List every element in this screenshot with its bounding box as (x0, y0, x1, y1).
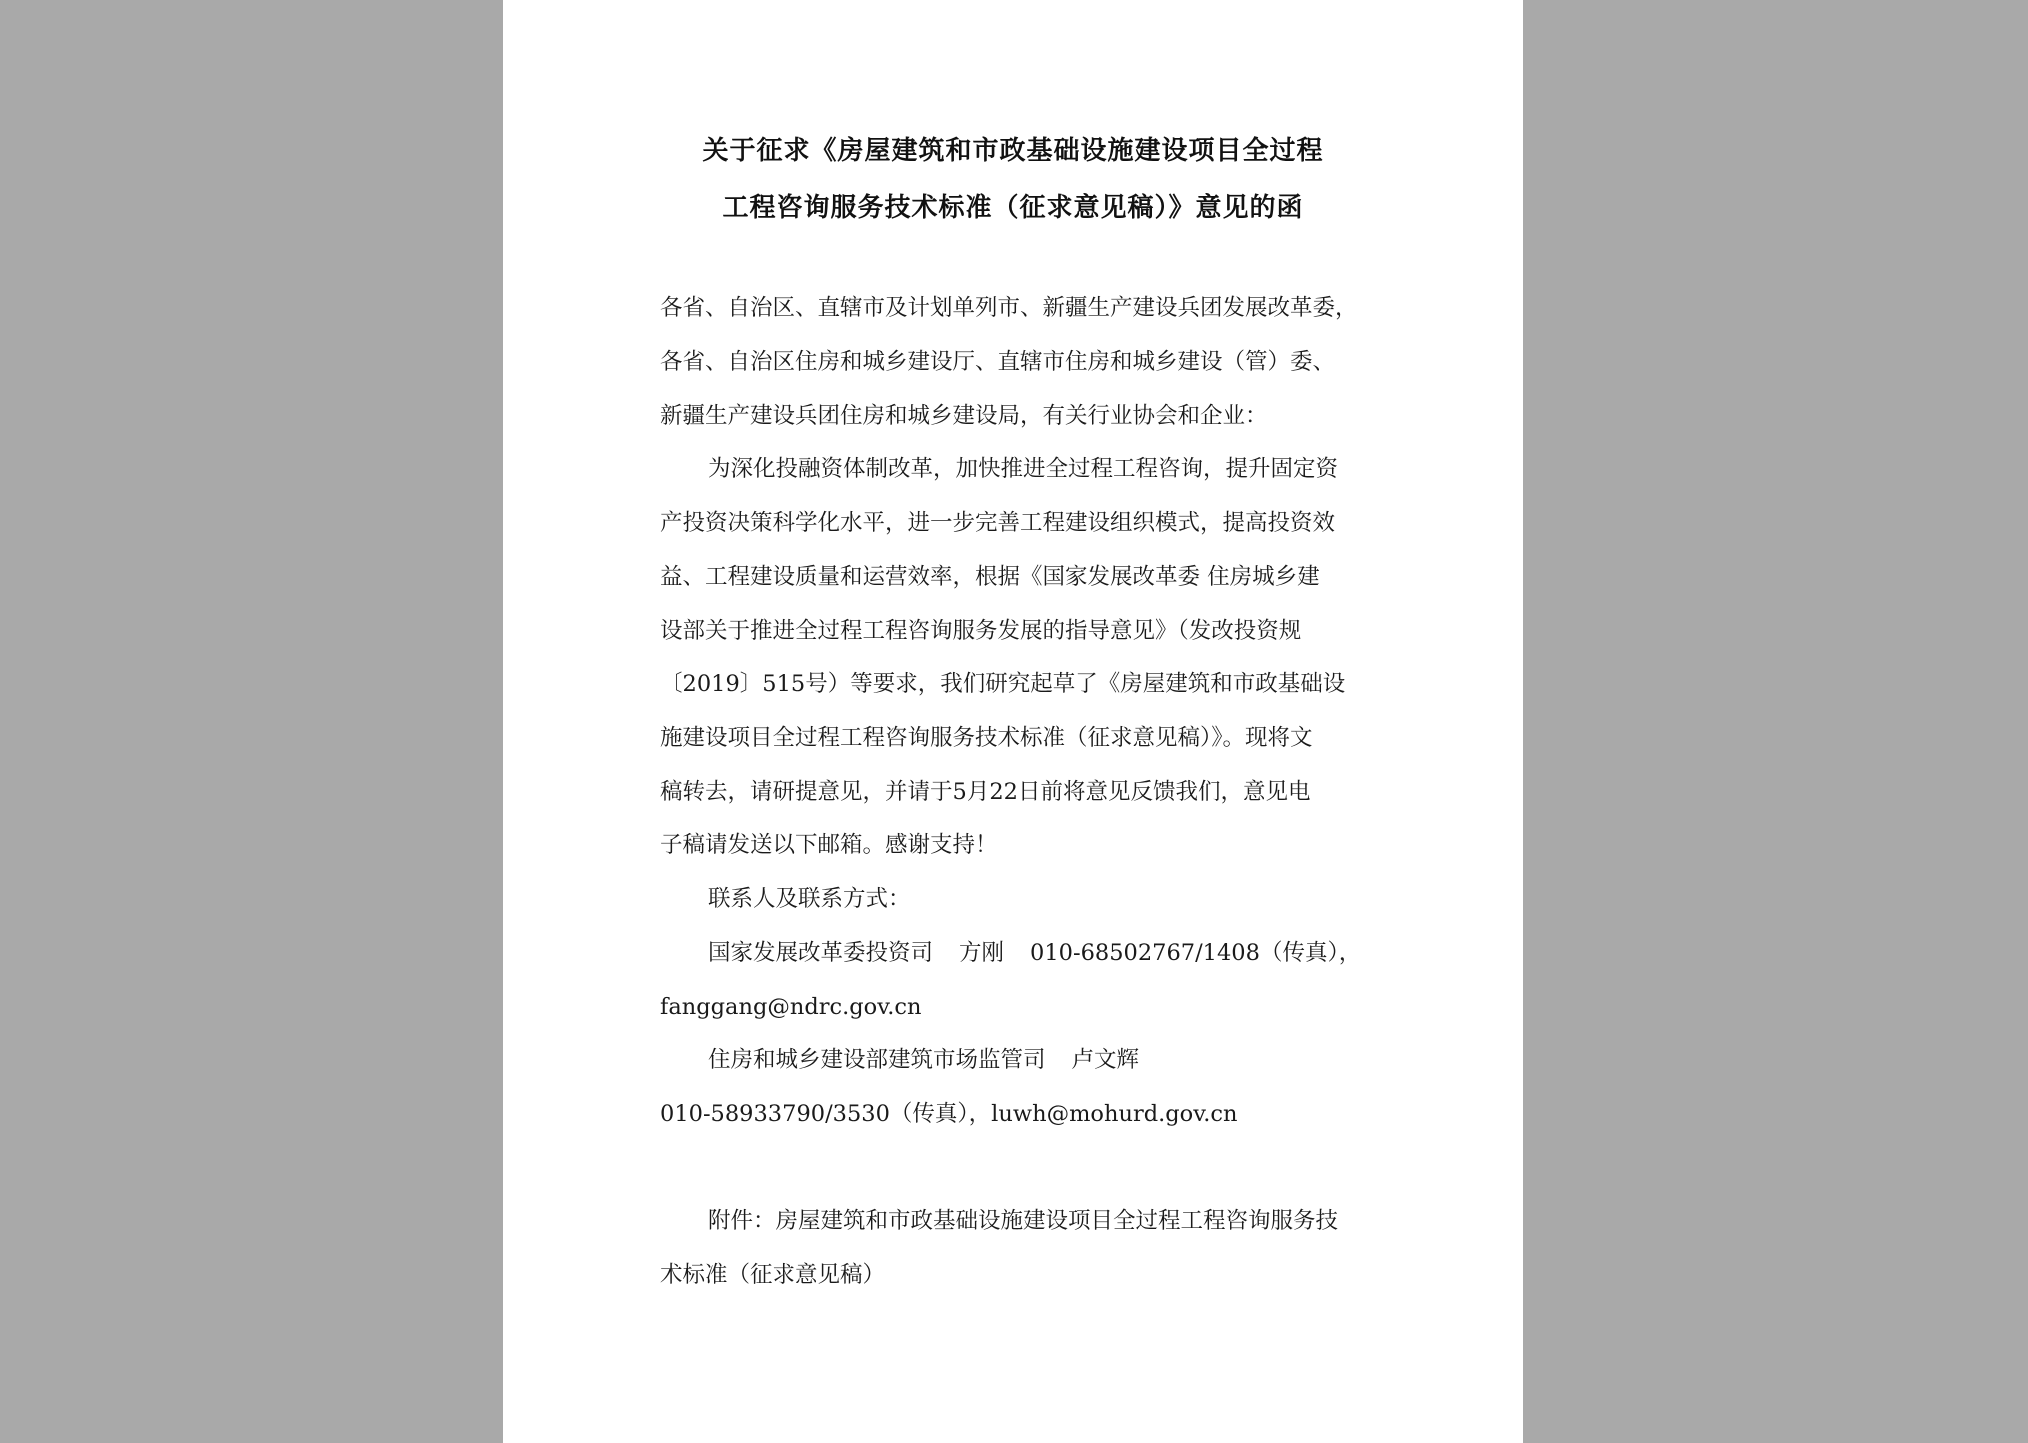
document-title-line-2: 工程咨询服务技术标准（征求意见稿）》意见的函 (722, 193, 1304, 223)
document-page (503, 0, 1523, 1443)
addressee-line-3: 新疆生产建设兵团住房和城乡建设局，有关行业协会和企业： (660, 403, 1268, 429)
body-line-6: 施建设项目全过程工程咨询服务技术标准（征求意见稿）》。现将文 (660, 725, 1313, 751)
contact-2-line (708, 1045, 1139, 1075)
attachment-line-1: 附件：房屋建筑和市政基础设施建设项目全过程工程咨询服务技 (708, 1208, 1339, 1234)
contact-2-phone-email: 010-58933790/3530（传真），luwh@mohurd.gov.cn (660, 1101, 1238, 1127)
body-line-2: 产投资决策科学化水平，进一步完善工程建设组织模式，提高投资效 (660, 510, 1336, 536)
attachment-line-2: 术标准（征求意见稿） (660, 1262, 886, 1288)
addressee-line-1: 各省、自治区、直辖市及计划单列市、新疆生产建设兵团发展改革委， (660, 295, 1358, 321)
contact-1-line (708, 938, 1361, 968)
contact-1-email[interactable]: fanggang@ndrc.gov.cn (660, 994, 922, 1020)
body-line-7: 稿转去，请研提意见，并请于5月22日前将意见反馈我们，意见电 (660, 779, 1311, 805)
contact-2-org: 住房和城乡建设部建筑市场监管司 (708, 1047, 1046, 1073)
contact-2-name: 卢文辉 (1071, 1047, 1140, 1073)
body-line-5: 〔2019〕515号）等要求，我们研究起草了《房屋建筑和市政基础设 (660, 671, 1346, 697)
body-line-1: 为深化投融资体制改革，加快推进全过程工程咨询，提升固定资 (708, 456, 1339, 482)
contact-1-name: 方刚 (959, 940, 1005, 966)
body-line-8: 子稿请发送以下邮箱。感谢支持！ (660, 832, 998, 858)
addressee-line-2: 各省、自治区住房和城乡建设厅、直辖市住房和城乡建设（管）委、 (660, 349, 1336, 375)
document-title-line-1: 关于征求《房屋建筑和市政基础设施建设项目全过程 (702, 136, 1324, 166)
contact-heading: 联系人及联系方式： (708, 886, 911, 912)
contact-1-org: 国家发展改革委投资司 (708, 940, 934, 966)
body-line-3: 益、工程建设质量和运营效率，根据《国家发展改革委 住房城乡建 (660, 564, 1320, 590)
body-line-4: 设部关于推进全过程工程咨询服务发展的指导意见》（发改投资规 (660, 618, 1302, 644)
contact-1-phone: 010-68502767/1408（传真）， (1030, 940, 1362, 966)
